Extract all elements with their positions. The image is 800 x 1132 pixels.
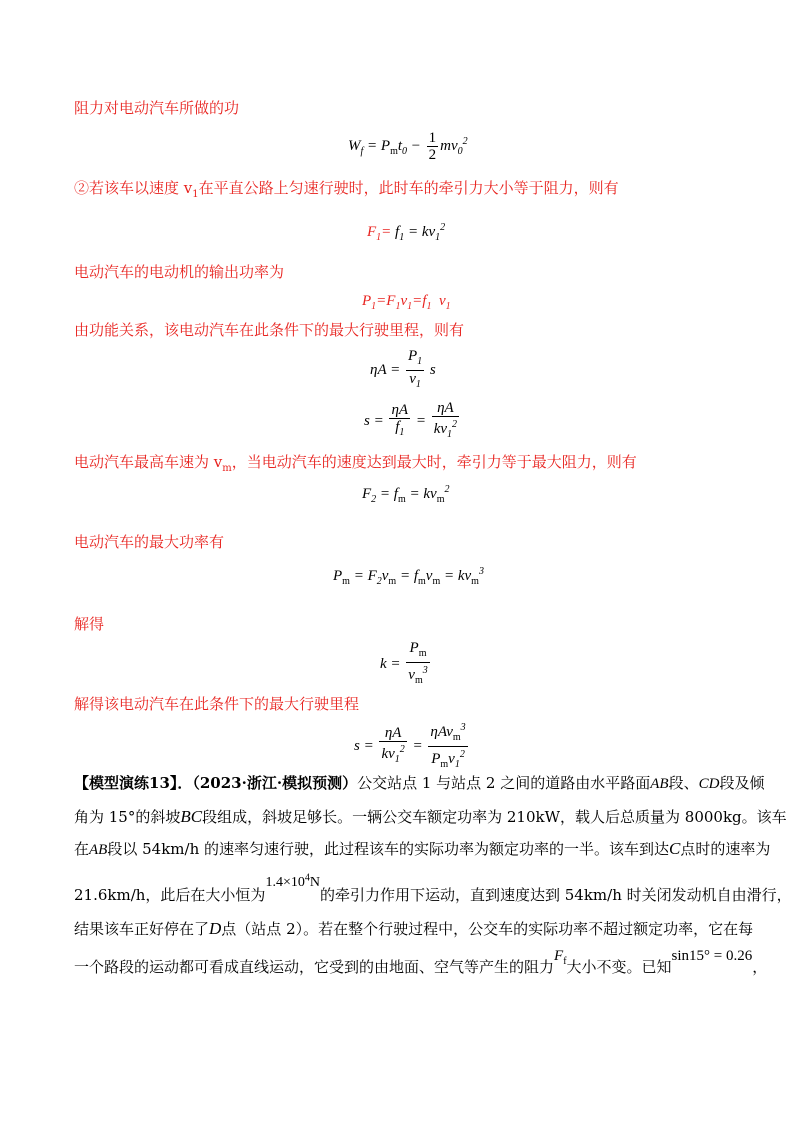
text-line-max-distance: 解得该电动汽车在此条件下的最大行驶里程 (74, 695, 360, 713)
equation-distance: s = $\frac{\eta A}{f_1}$ = $\frac{\eta A}{kv_1^2}$ (364, 400, 458, 440)
problem-line-2: 角为 15°的斜坡BC段组成，斜坡足够长。一辆公交车额定功率为 210kW，载人后总质量为 8000kg。该车 (74, 807, 787, 826)
problem-line-1: 【模型演练13】．（2023·浙江·模拟预测）公交站点 1 与站点 2 之间的道路由水平路面AB段、CD段及倾 (74, 774, 765, 792)
text-line-uniform: ②若该车以速度 $v_1$在平直公路上匀速行驶时，此时车的牵引力大小等于阻力，则有 (74, 179, 619, 200)
problem-line-5: 结果该车正好停在了D点（站点 2）。若在整个行驶过程中，公交车的实际功率不超过额定功率，它在每 (74, 919, 754, 938)
text-line-max-speed: 电动汽车最高车速为 $v_m$，当电动汽车的速度达到最大时，牵引力等于最大阻力，则有 (74, 453, 637, 474)
equation-final: s = $\frac{\eta A}{kv_1^2}$ = $\frac{\eta Av_m^3}{P_mv_1^2}$ (354, 722, 466, 770)
equation-max-power: $P_m = F_2v_m = f_mv_m = kv_m^3$ (333, 566, 484, 587)
problem-source: ．（2023·浙江·模拟预测） (177, 774, 358, 792)
text-line-solve: 解得 (74, 615, 105, 633)
equation-force: $F_1= f_1 = kv_1^2$ (367, 222, 446, 243)
problem-line-4: 21.6km/h，此后在大小恒为$1.4\times 10^4N$的牵引力作用下运动，直到速度达到 54km/h 时关闭发动机自由滑行， (74, 872, 792, 904)
text-line-max-power: 电动汽车的最大功率有 (74, 533, 225, 551)
text-line-output-power: 电动汽车的电动机的输出功率为 (74, 263, 285, 281)
equation-energy: ηA = $\frac{P_1}{v_1}$ s (370, 348, 436, 390)
text-line-energy: 由功能关系，该电动汽车在此条件下的最大行驶里程，则有 (74, 321, 465, 339)
problem-line-3: 在AB段以 54km/h 的速率匀速行驶，此过程该车的实际功率为额定功率的一半。该车到达C点时的速率为 (74, 839, 771, 858)
equation-power: $P_1=F_1v_1=f_1$ $v_1$ (362, 293, 451, 312)
equation-max-force: $F_2 = f_m = kv_m^2$ (362, 484, 450, 505)
force-value: $1.4\times 10^4N$ (265, 872, 320, 890)
equation-k: k = $\frac{P_m}{v_m^3}$ (380, 640, 428, 686)
resistance-symbol: $F_f$ (554, 948, 567, 967)
equation-work: $W_f = P_mt_0$ − $\frac{1}{2}$ $mv_0^2$ (348, 130, 468, 163)
problem-label: 【模型演练13】 (74, 774, 178, 792)
sine-value: sin15° = 0.26 (671, 948, 753, 964)
problem-line-6: 一个路段的运动都可看成直线运动，它受到的由地面、空气等产生的阻力$F_f$大小不变。已知sin15° = 0.26， (74, 948, 768, 976)
text-line-work: 阻力对电动汽车所做的功 (74, 99, 240, 117)
